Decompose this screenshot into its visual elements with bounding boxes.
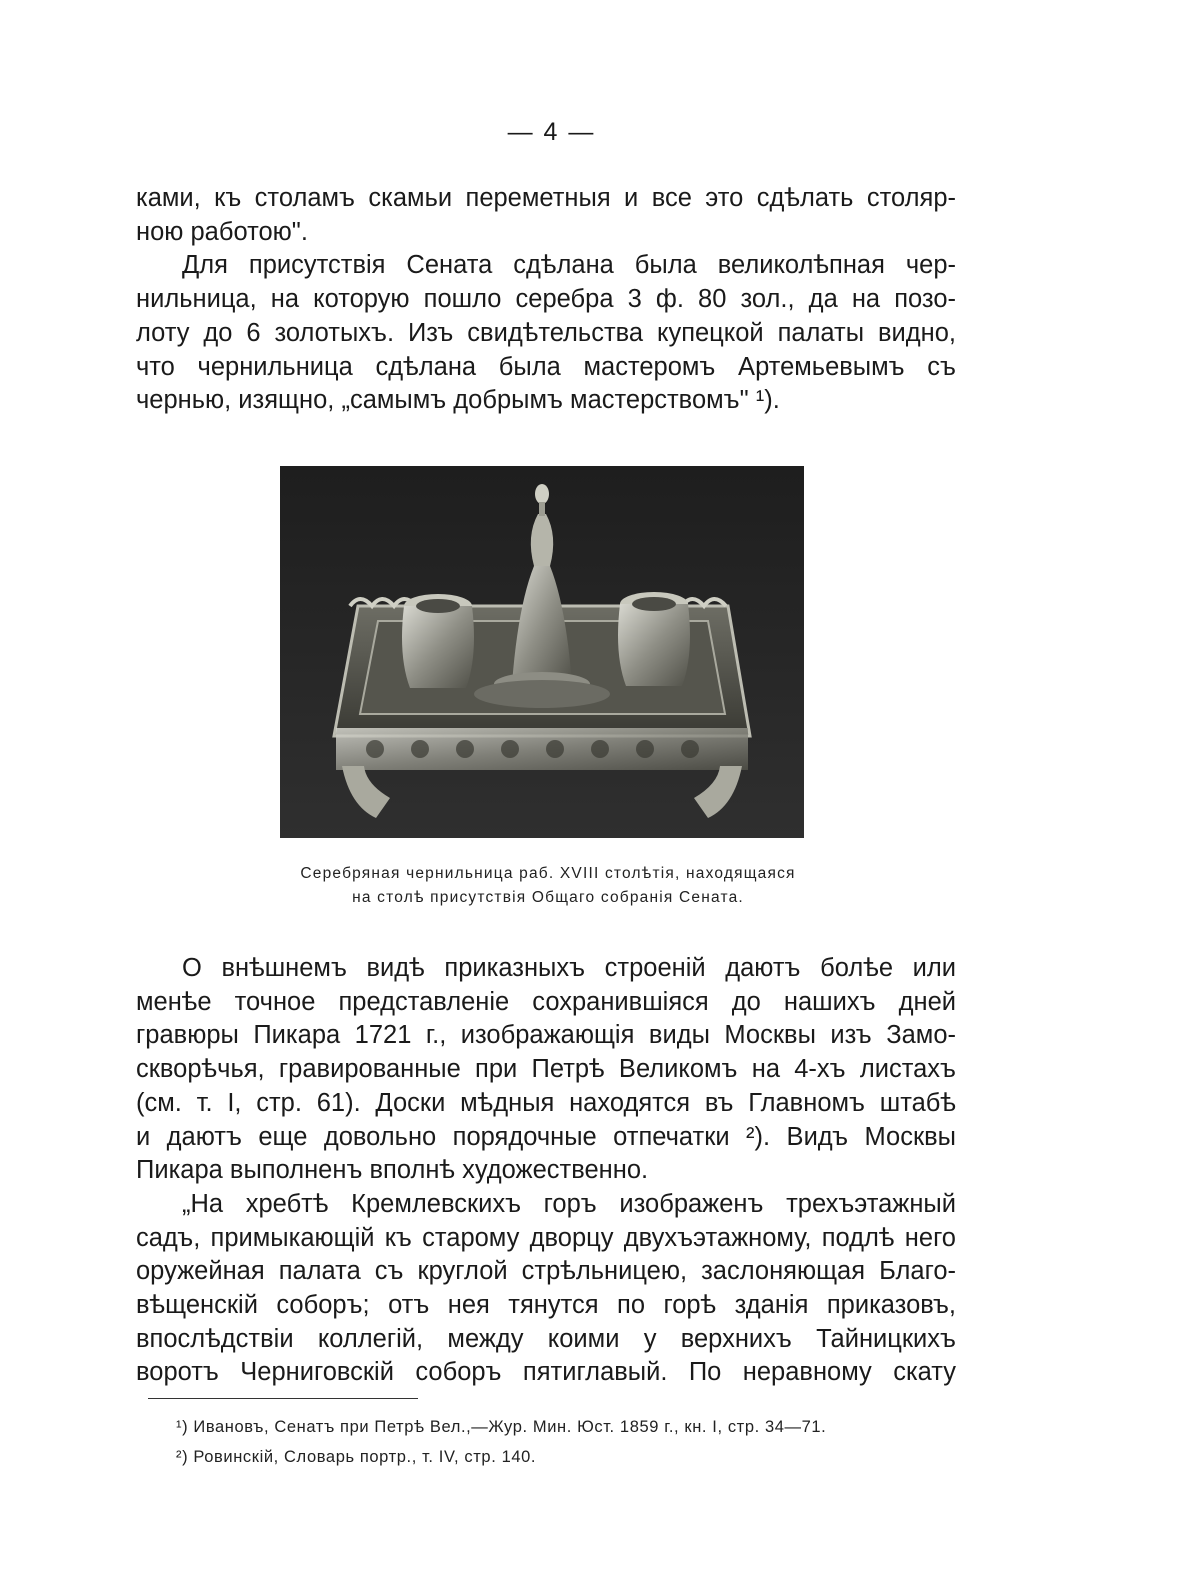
text-line: гравюры Пикара 1721 г., изображающія виды Москвы изъ Замо- <box>136 1021 956 1050</box>
caption-line: Серебряная чернильница раб. XVIII столѣтія, находящаяся <box>300 865 796 882</box>
text-line: что чернильница сдѣлана была мастеромъ Артемьевымъ съ <box>136 352 956 381</box>
text-line: Пикара выполненъ вполнѣ художественно. <box>136 1156 649 1185</box>
text-line: нильница, на которую пошло серебра 3 ф. 80 зол., да на позо- <box>136 285 956 314</box>
text-line: вѣщенскій соборъ; отъ нея тянутся по горѣ зданія приказовъ, <box>136 1291 956 1320</box>
text-line: воротъ Черниговскій соборъ пятиглавый. По неравному скату <box>136 1358 956 1387</box>
text-line: „На хребтѣ Кремлевскихъ горъ изображенъ трехъэтажный <box>182 1189 956 1218</box>
footnote: ²) Ровинскій, Словарь портр., т. IV, стр. 140. <box>176 1448 537 1466</box>
text-line: впослѣдствіи коллегій, между коими у верхнихъ Тайницкихъ <box>136 1324 956 1353</box>
text-line: садъ, примыкающій къ старому дворцу двухъэтажному, подлѣ него <box>136 1223 956 1252</box>
text-line: оружейная палата съ круглой стрѣльницею, заслоняющая Благо- <box>136 1257 956 1286</box>
paragraph <box>136 182 956 249</box>
text-line: лоту до 6 золотыхъ. Изъ свидѣтельства купецкой палаты видно, <box>136 318 956 347</box>
paragraph <box>136 1188 956 1390</box>
caption-line: на столѣ присутствія Общаго собранія Сената. <box>352 889 744 906</box>
inkstand-photograph <box>280 466 804 838</box>
text-line: ками, къ столамъ скамьи переметныя и все это сдѣлать столяр- <box>136 184 956 212</box>
footnote-divider <box>148 1398 418 1399</box>
footnotes <box>176 1412 966 1472</box>
text-block-bottom <box>136 952 956 1390</box>
paragraph <box>136 249 956 418</box>
figure-caption <box>250 862 846 910</box>
text-line: скворѣчья, гравированные при Петрѣ Великомъ на 4-хъ листахъ <box>136 1055 956 1084</box>
text-line: чернью, изящно, „самымъ добрымъ мастерствомъ" ¹). <box>136 386 780 415</box>
page-number: — 4 — <box>507 118 596 146</box>
text-line: Для присутствія Сената сдѣлана была великолѣпная чер- <box>182 251 956 280</box>
paragraph <box>136 952 956 1188</box>
text-line: менѣе точное представленіе сохранившіяся до нашихъ дней <box>136 987 956 1016</box>
text-line: ною работою". <box>136 217 308 246</box>
footnote: ¹) Ивановъ, Сенатъ при Петрѣ Вел.,—Жур. Мин. Юст. 1859 г., кн. I, стр. 34—71. <box>176 1418 827 1436</box>
text-line: и даютъ еще довольно порядочные отпечатки ²). Видъ Москвы <box>136 1122 956 1151</box>
text-line: (см. т. I, стр. 61). Доски мѣдныя находятся въ Главномъ штабѣ <box>136 1088 956 1117</box>
text-line: О внѣшнемъ видѣ приказныхъ строеній даютъ болѣе или <box>182 954 956 982</box>
text-block-top <box>136 182 956 418</box>
